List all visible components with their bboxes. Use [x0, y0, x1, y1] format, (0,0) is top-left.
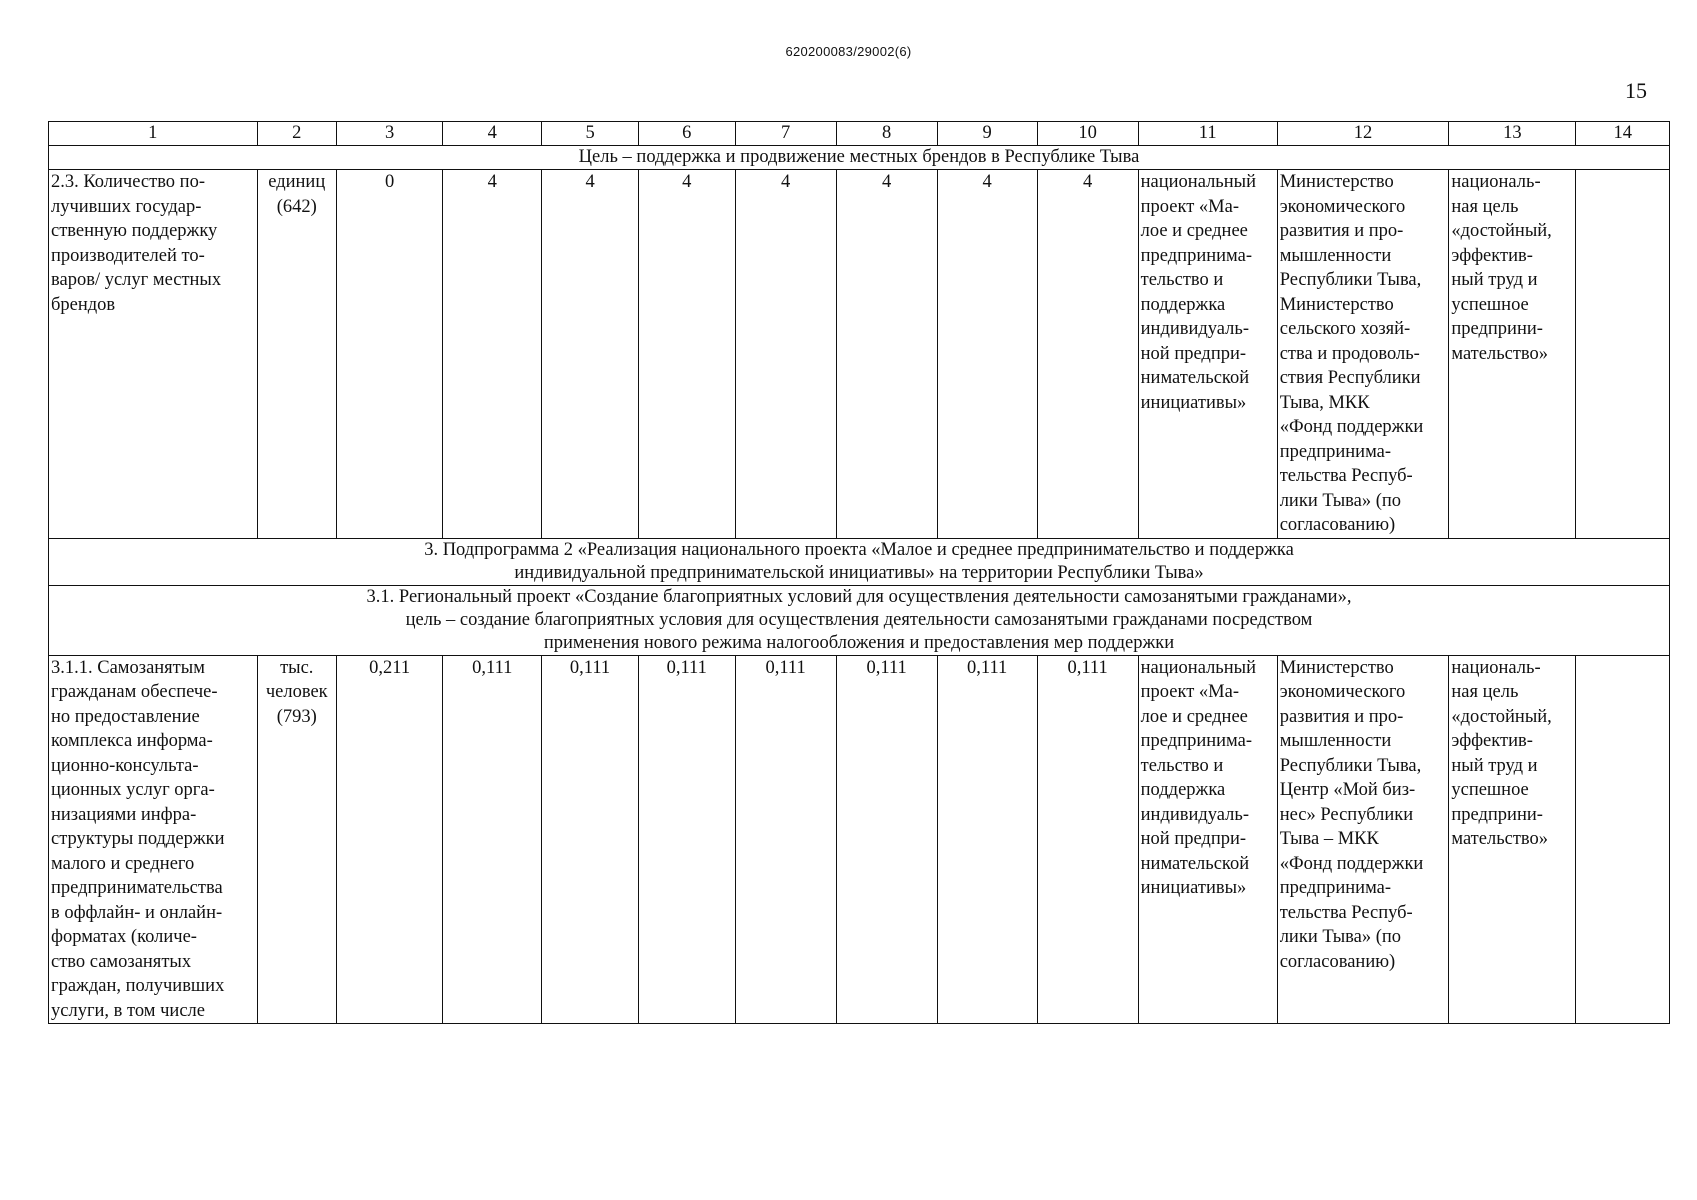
column-header: 6	[638, 122, 735, 146]
column-header: 10	[1037, 122, 1138, 146]
unit-cell: единиц (642)	[257, 170, 336, 539]
project-cell: национальный проект «Ма- лое и среднее предпринима- тельство и поддержка индивидуаль- ной предпри- нимательской инициативы»	[1138, 170, 1277, 539]
value-cell: 0,111	[836, 655, 937, 1024]
value-cell: 4	[937, 170, 1037, 539]
column-header: 9	[937, 122, 1037, 146]
column-header: 3	[336, 122, 442, 146]
value-cell: 0,111	[542, 655, 639, 1024]
column-header: 11	[1138, 122, 1277, 146]
column-header: 12	[1277, 122, 1449, 146]
goal-row	[49, 146, 1670, 170]
column-header: 8	[836, 122, 937, 146]
document-id: 620200083/29002(6)	[785, 44, 912, 59]
unit-cell: тыс. человек (793)	[257, 655, 336, 1024]
value-cell: 0,111	[1037, 655, 1138, 1024]
project-cell: национальный проект «Ма- лое и среднее предпринима- тельство и поддержка индивидуаль- ной предпри- нимательской инициативы»	[1138, 655, 1277, 1024]
table-row	[49, 655, 1670, 1024]
goal-heading: Цель – поддержка и продвижение местных брендов в Республике Тыва	[49, 146, 1670, 170]
responsible-cell: Министерство экономического развития и про- мышленности Республики Тыва, Центр «Мой биз- нес» Республики Тыва – МКК «Фонд поддержки предпринима- тельства Респуб- лики Тыва» (по согласованию)	[1277, 655, 1449, 1024]
column-header: 13	[1449, 122, 1576, 146]
indicator-cell: 2.3. Количество по- лучивших государ- ственную поддержку производителей то- варов/ услуг местных брендов	[49, 170, 258, 539]
empty-cell	[1576, 655, 1670, 1024]
responsible-cell: Министерство экономического развития и про- мышленности Республики Тыва, Министерство сельского хозяй- ства и продоволь- ствия Республики Тыва, МКК «Фонд поддержки предпринима- тельства Респуб- лики Тыва» (по согласованию)	[1277, 170, 1449, 539]
column-header: 2	[257, 122, 336, 146]
table-row	[49, 170, 1670, 539]
column-numbers-row	[49, 122, 1670, 146]
value-cell: 0,111	[443, 655, 542, 1024]
value-cell: 4	[836, 170, 937, 539]
value-cell: 4	[443, 170, 542, 539]
value-cell: 0,111	[638, 655, 735, 1024]
value-cell: 0	[336, 170, 442, 539]
subprogram-row	[49, 538, 1670, 585]
subprogram-heading: 3. Подпрограмма 2 «Реализация национального проекта «Малое и среднее предпринимательство и поддержка индивидуальной предпринимательской инициативы» на территории Республики Тыва»	[49, 538, 1670, 585]
indicators-table	[48, 121, 1670, 1024]
column-header: 5	[542, 122, 639, 146]
value-cell: 0,111	[735, 655, 836, 1024]
value-cell: 4	[1037, 170, 1138, 539]
column-header: 7	[735, 122, 836, 146]
national-goal-cell: националь- ная цель «достойный, эффектив- ный труд и успешное предприни- мательство»	[1449, 170, 1576, 539]
page-number: 15	[1625, 78, 1647, 103]
column-header: 1	[49, 122, 258, 146]
national-goal-cell: националь- ная цель «достойный, эффектив- ный труд и успешное предприни- мательство»	[1449, 655, 1576, 1024]
value-cell: 0,111	[937, 655, 1037, 1024]
value-cell: 4	[542, 170, 639, 539]
value-cell: 4	[638, 170, 735, 539]
empty-cell	[1576, 170, 1670, 539]
regional-project-row	[49, 585, 1670, 655]
indicator-cell: 3.1.1. Самозанятым гражданам обеспече- но предоставление комплекса информа- ционно-консульта- ционных услуг орга- низациями инфра- структуры поддержки малого и среднего предпринимательства в оффлайн- и онлайн- форматах (количе- ство самозанятых граждан, получивших услуги, в том числе	[49, 655, 258, 1024]
regional-project-heading: 3.1. Региональный проект «Создание благоприятных условий для осуществления деятельности самозанятыми гражданами», цель – создание благоприятных условия для осуществления деятельности самозанятыми гражданами посредством применения нового режима налогообложения и предоставления мер поддержки	[49, 585, 1670, 655]
column-header: 4	[443, 122, 542, 146]
value-cell: 4	[735, 170, 836, 539]
column-header: 14	[1576, 122, 1670, 146]
value-cell: 0,211	[336, 655, 442, 1024]
